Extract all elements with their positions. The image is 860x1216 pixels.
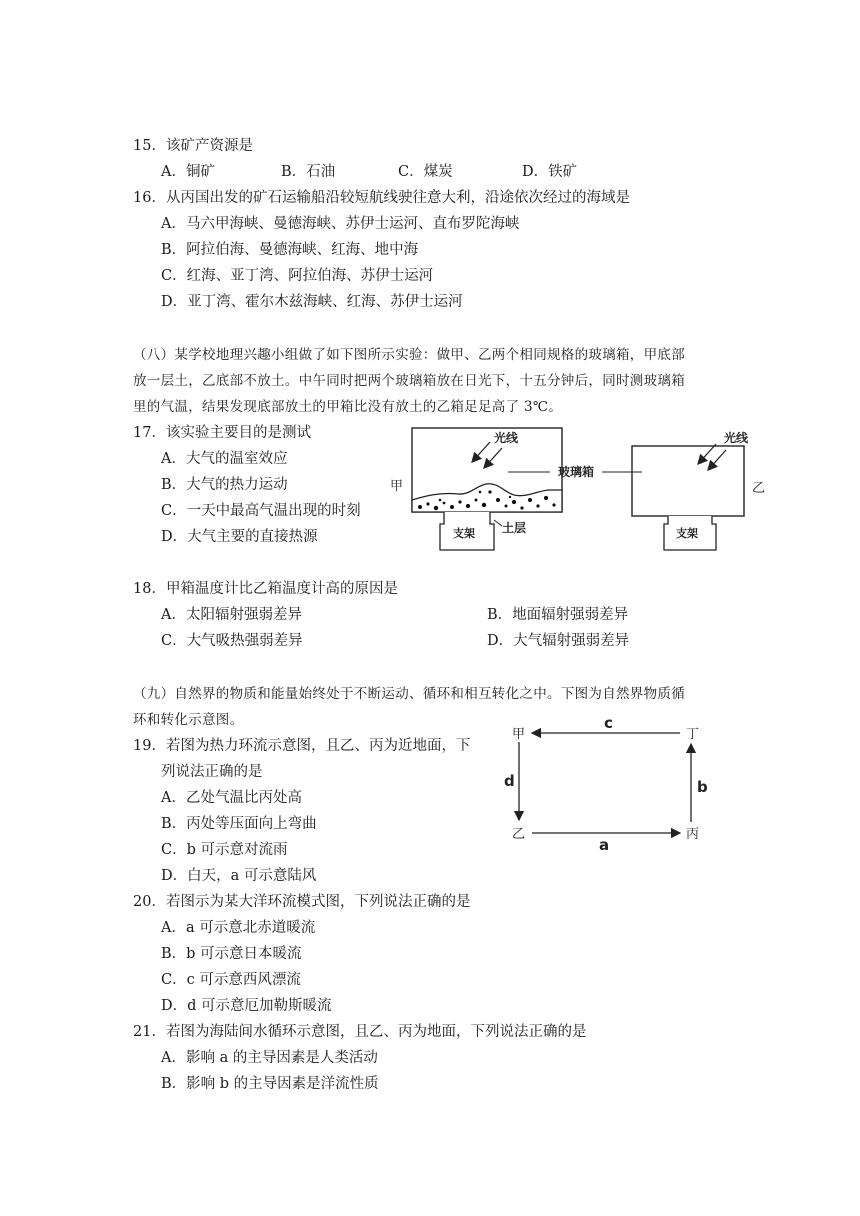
light-arrow-1 — [472, 442, 490, 462]
stand-label-2: 支架 — [676, 527, 698, 540]
section9-intro-line2: 环和转化示意图。 — [133, 712, 244, 728]
q16-option-c: C．红海、亚丁湾、阿拉伯海、苏伊士运河 — [161, 268, 434, 284]
q15-option-d: D．铁矿 — [522, 164, 578, 180]
section9-intro-line1: （九）自然界的物质和能量始终处于不断运动、循环和相互转化之中。下图为自然界物质循 — [133, 686, 685, 702]
box-jia-label: 甲 — [390, 479, 404, 494]
q17-option-c: C．一天中最高气温出现的时刻 — [161, 503, 361, 519]
material-cycle-diagram — [500, 712, 720, 852]
light-label-1: 光线 — [494, 431, 519, 445]
q17-option-a: A．大气的温室效应 — [161, 451, 288, 467]
q19-option-c: C．b 可示意对流雨 — [161, 842, 288, 858]
q19-option-d: D．白天，a 可示意陆风 — [161, 868, 317, 884]
box-yi — [632, 446, 744, 516]
q16-stem: 16．从丙国出发的矿石运输船沿较短航线驶往意大利，沿途依次经过的海域是 — [133, 190, 630, 206]
glass-box-label: 玻璃箱 — [558, 465, 595, 479]
q19-stem-line2: 列说法正确的是 — [161, 764, 263, 780]
arrow-a-label: a — [599, 836, 610, 852]
q18-stem: 18．甲箱温度计比乙箱温度计高的原因是 — [133, 581, 398, 597]
q21-stem: 21．若图为海陆间水循环示意图，且乙、丙为地面，下列说法正确的是 — [133, 1024, 587, 1040]
q17-stem: 17．该实验主要目的是测试 — [133, 425, 311, 441]
q15-option-c: C．煤炭 — [398, 164, 453, 180]
light-arrow-3 — [698, 444, 716, 464]
q19-option-a: A．乙处气温比丙处高 — [161, 790, 302, 806]
q17-option-b: B．大气的热力运动 — [161, 477, 288, 493]
node-bing-label: 丙 — [686, 827, 700, 842]
q15-option-b: B．石油 — [281, 164, 336, 180]
q19-stem-line1: 19．若图为热力环流示意图，且乙、丙为近地面，下 — [133, 738, 471, 754]
soil-label: 土层 — [502, 521, 527, 535]
light-label-2: 光线 — [724, 431, 749, 445]
q20-option-c: C．c 可示意西风漂流 — [161, 972, 301, 988]
q18-option-d: D．大气辐射强弱差异 — [487, 633, 630, 649]
q21-option-a: A．影响 a 的主导因素是人类活动 — [161, 1050, 378, 1066]
q19-option-b: B．丙处等压面向上弯曲 — [161, 816, 317, 832]
node-yi-label: 乙 — [512, 827, 526, 842]
q15-stem: 15．该矿产资源是 — [133, 138, 253, 154]
node-jia-label: 甲 — [512, 727, 526, 742]
q16-option-d: D．亚丁湾、霍尔木兹海峡、红海、苏伊士运河 — [161, 294, 463, 310]
node-ding-label: 丁 — [686, 727, 700, 742]
q16-option-b: B．阿拉伯海、曼德海峡、红海、地中海 — [161, 242, 419, 258]
q17-option-d: D．大气主要的直接热源 — [161, 529, 318, 545]
q18-option-a: A．太阳辐射强弱差异 — [161, 607, 302, 623]
stand-label-1: 支架 — [453, 527, 475, 540]
arrow-b-label: b — [697, 778, 708, 796]
arrow-c-label: c — [604, 714, 613, 732]
arrow-d-label: d — [504, 772, 515, 790]
q21-option-b: B．影响 b 的主导因素是洋流性质 — [161, 1076, 379, 1092]
q15-option-a: A．铜矿 — [161, 164, 215, 180]
q20-option-b: B．b 可示意日本暖流 — [161, 946, 302, 962]
box-yi-label: 乙 — [752, 481, 766, 496]
q20-stem: 20．若图示为某大洋环流模式图，下列说法正确的是 — [133, 894, 471, 910]
q20-option-a: A．a 可示意北赤道暖流 — [161, 920, 316, 936]
q18-option-b: B．地面辐射强弱差异 — [487, 607, 629, 623]
q20-option-d: D．d 可示意厄加勒斯暖流 — [161, 998, 332, 1014]
section8-intro-line3: 里的气温，结果发现底部放土的甲箱比没有放土的乙箱足足高了 3℃。 — [133, 399, 563, 415]
light-arrow-2 — [484, 448, 502, 468]
q18-option-c: C．大气吸热强弱差异 — [161, 633, 303, 649]
q16-option-a: A．马六甲海峡、曼德海峡、苏伊士运河、直布罗陀海峡 — [161, 216, 520, 232]
section8-intro-line2: 放一层土，乙底部不放土。中午同时把两个玻璃箱放在日光下，十五分钟后，同时测玻璃箱 — [133, 373, 685, 389]
section8-intro-line1: （八）某学校地理兴趣小组做了如下图所示实验：做甲、乙两个相同规格的玻璃箱，甲底部 — [133, 347, 685, 363]
light-arrow-4 — [708, 450, 726, 470]
glass-box-experiment-figure — [380, 420, 780, 560]
